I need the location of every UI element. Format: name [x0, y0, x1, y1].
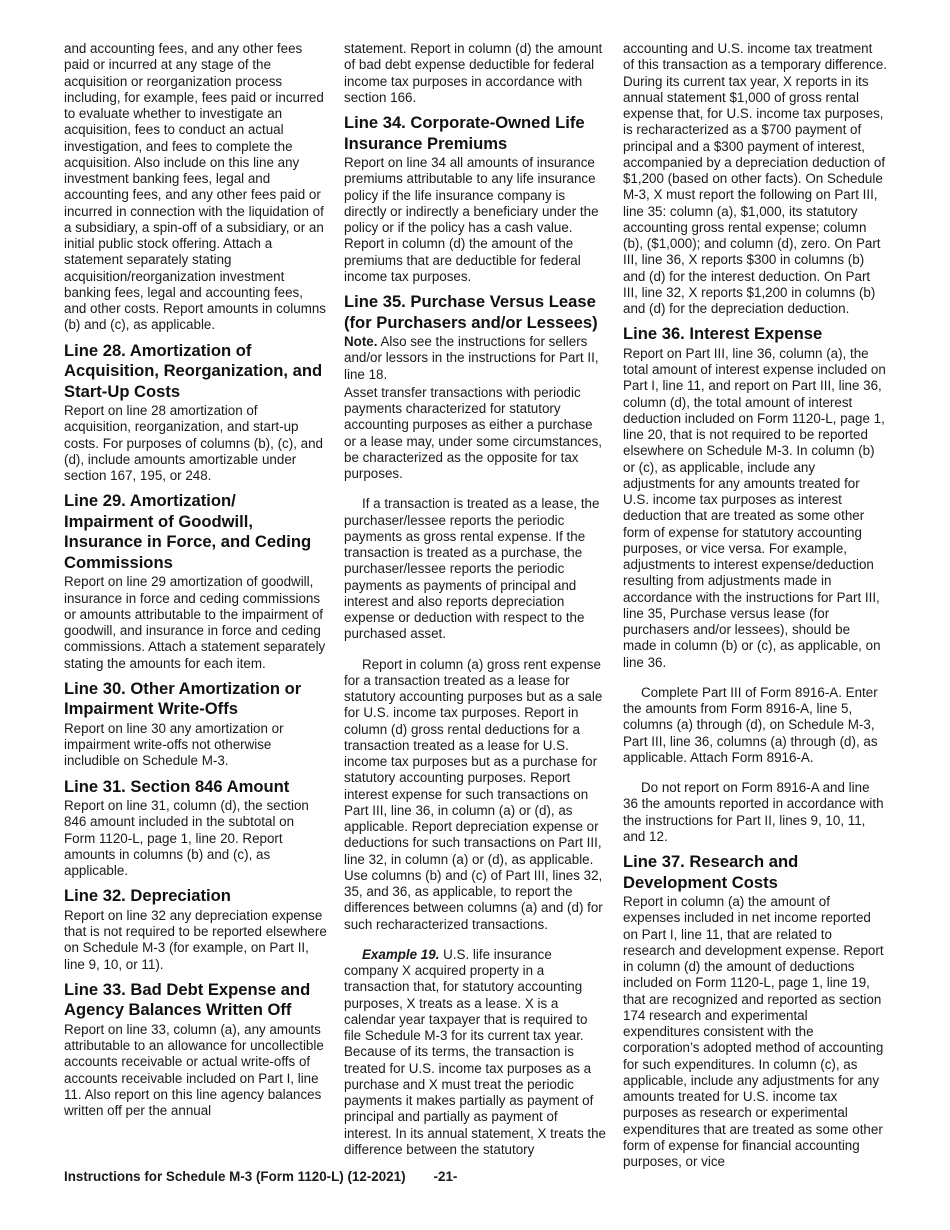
heading-line-34: Line 34. Corporate-Owned Life Insurance Premiums — [344, 113, 585, 153]
paragraph: Report in column (a) the amount of expenses included in net income reported on Part I, line 11, that are related to research and development expense. Report in column (d) the amount of deductions included on Form 1120-L, page 1, line 19, that are recognized and reported as section 174 research and experimental expenditures consistent with the corporation’s adopted method of accounting for such expenditures. In column (c), as applicable, include any adjustments for any amounts treated for U.S. income tax purposes as research or experimental expenditures that are treated as some other form of expense for financial accounting purposes, or vice — [623, 894, 884, 1169]
note-paragraph — [344, 334, 608, 383]
paragraph: Report on line 31, column (d), the section 846 amount included in the subtotal on Form 1120-L, page 1, line 20. Report amounts in columns (b) and (c), as applicable. — [64, 798, 309, 878]
page-number: -21- — [433, 1169, 458, 1184]
page-footer — [64, 1169, 457, 1184]
paragraph: Do not report on Form 8916-A and line 36 the amounts reported in accordance with the instructions for Part II, lines 9, 10, 11, and 12. — [623, 780, 884, 844]
example-label: Example 19. — [362, 946, 440, 962]
note-text: Also see the instructions for sellers and/or lessors in the instructions for Part II, line 18. — [344, 334, 599, 382]
paragraph: Report on line 28 amortization of acquisition, reorganization, and start-up costs. For purposes of columns (b), (c), and (d), include amounts amortizable under section 167, 195, or 248. — [64, 403, 323, 483]
example-text: U.S. life insurance company X acquired property in a transaction that, for statutory accounting purposes, X treats as a lease. X is a calendar year taxpayer that is required to file Schedule M-3 for its current tax year. Because of its terms, the transaction is treated for U.S. income tax purposes as a purchase and X must treat the periodic payments it makes partially as payment of principal and partially as payment of interest. In its annual statement, X treats the difference between the statutory — [344, 946, 607, 1157]
heading-line-35: Line 35. Purchase Versus Lease (for Purchasers and/or Lessees) — [344, 292, 598, 332]
column-right — [623, 41, 887, 1177]
heading-line-29: Line 29. Amortization/ Impairment of Goodwill, Insurance in Force, and Ceding Commissions — [64, 491, 312, 572]
column-middle — [344, 41, 608, 1165]
paragraph: statement. Report in column (d) the amount of bad debt expense deductible for federal income tax purposes in accordance with section 166. — [344, 41, 603, 105]
paragraph: Report in column (a) gross rent expense for a transaction treated as a lease for statutory accounting purposes but as a sale for U.S. income tax purposes. Report in column (d) gross rental deductions for a transaction treated as a lease for U.S. income tax purposes but as a purchase for statutory accounting purposes. Report interest expense for such transactions on Part III, line 36, in column (a) or (d), as applicable. Report depreciation expense or deductions for such transactions on Part III, line 32, in column (a) or (d), as applicable. Use columns (b) and (c) of Part III, lines 32, 35, and 36, as applicable, to report the differences between columns (a) and (d) for such recharacterized transactions. — [344, 656, 603, 932]
heading-line-31: Line 31. Section 846 Amount — [64, 776, 290, 796]
paragraph: Report on line 29 amortization of goodwill, insurance in force and ceding commissions or amounts attributable to the impairment of goodwill, and insurance in force and ceding commissions. Attach a statement separately stating the amounts for each item. — [64, 574, 326, 671]
column-left — [64, 41, 328, 1126]
paragraph: Report on line 30 any amortization or impairment write-offs not otherwise includible on Schedule M-3. — [64, 720, 284, 769]
paragraph: If a transaction is treated as a lease, the purchaser/lessee reports the periodic payments as gross rental expense. If the transaction is treated as a purchase, the purchaser/lessee reports the periodic payments as payments of principal and interest and also reports depreciation expense or deduction with respect to the purchased asset. — [344, 496, 600, 642]
note-label: Note. — [344, 334, 378, 349]
paragraph: accounting and U.S. income tax treatment of this transaction as a temporary difference. During its current tax year, X reports in its annual statement $1,000 of gross rental expense that, for U.S. income tax purposes, is recharacterized as a $700 payment of principal and a $300 payment of interest, accompanied by a depreciation deduction of $1,200 (based on other facts). On Schedule M-3, X must report the following on Part III, line 35: column (a), $1,000, its statutory accounting gross rental expense; column (b), ($1,000); and column (d), zero. On Part III, line 36, X reports $300 in columns (b) and (d) for the interest deduction. On Part III, line 32, X reports $1,200 in columns (b) and (d) for the depreciation deduction. — [623, 41, 887, 316]
heading-line-33: Line 33. Bad Debt Expense and Agency Balances Written Off — [64, 979, 311, 1020]
example-paragraph — [344, 947, 608, 1158]
paragraph: Report on Part III, line 36, column (a), the total amount of interest expense included on Part I, line 11, and report on Part III, line 36, column (d), the total amount of interest deduction included on Form 1120-L, page 1, line 20, that is not required to be reported elsewhere on Schedule M-3. In column (b) or (c), as applicable, include any adjustments for any amounts treated for U.S. income tax purposes as interest deduction that are treated as some other form of expense for statutory accounting purposes, or vice versa. For example, adjustments to interest expense/deduction resulting from adjustments made in accordance with the instructions for Part III, line 35, Purchase versus lease (for purchasers and/or lessees), should be made in column (b) or (c), as applicable, on line 36. — [623, 345, 886, 670]
paragraph: Report on line 33, column (a), any amounts attributable to an allowance for uncollectible accounts receivable or actual write-offs of accounts receivable included on Part I, line 11. Also report on this line agency balances written off per the annual — [64, 1021, 324, 1118]
heading-line-32: Line 32. Depreciation — [64, 886, 231, 906]
heading-line-36: Line 36. Interest Expense — [623, 324, 823, 344]
heading-line-30: Line 30. Other Amortization or Impairment Write-Offs — [64, 678, 302, 719]
heading-line-28: Line 28. Amortization of Acquisition, Reorganization, and Start-Up Costs — [64, 340, 323, 401]
paragraph: Report on line 34 all amounts of insurance premiums attributable to any life insurance policy if the life insurance company is directly or indirectly a beneficiary under the policy or if the policy has a cash value. Report in column (d) the amount of the premiums that are deductible for federal income tax purposes. — [344, 155, 599, 284]
paragraph: and accounting fees, and any other fees paid or incurred at any stage of the acquisition or reorganization process including, for example, fees paid or incurred to evaluate whether to investigate an acquisition, fees to conduct an actual investigation, and fees to complete the acquisition. Also include on this line any investment banking fees, legal and accounting fees, and any other fees paid or incurred in connection with the liquidation of a subsidiary, a spin-off of a subsidiary, or an initial public stock offering. Attach a statement separately stating acquisition/reorganization investment banking fees, legal and accounting fees, and other costs. Report amounts in columns (b) and (c), as applicable. — [64, 41, 326, 333]
paragraph: Report on line 32 any depreciation expense that is not required to be reported elsewhere on Schedule M-3 (for example, on Part II, line 9, 10, or 11). — [64, 907, 327, 972]
paragraph: Complete Part III of Form 8916-A. Enter the amounts from Form 8916-A, line 5, columns (a) through (d), on Schedule M-3, Part III, line 36, columns (a) through (d), as applicable. Attach Form 8916-A. — [623, 684, 878, 765]
footer-title: Instructions for Schedule M-3 (Form 1120-L) (12-2021) — [64, 1169, 406, 1184]
heading-line-37: Line 37. Research and Development Costs — [623, 852, 799, 892]
paragraph: Asset transfer transactions with periodic payments characterized for statutory accounting purposes as either a purchase or a lease may, under some circumstances, be characterized as the opposite for tax purposes. — [344, 384, 602, 481]
